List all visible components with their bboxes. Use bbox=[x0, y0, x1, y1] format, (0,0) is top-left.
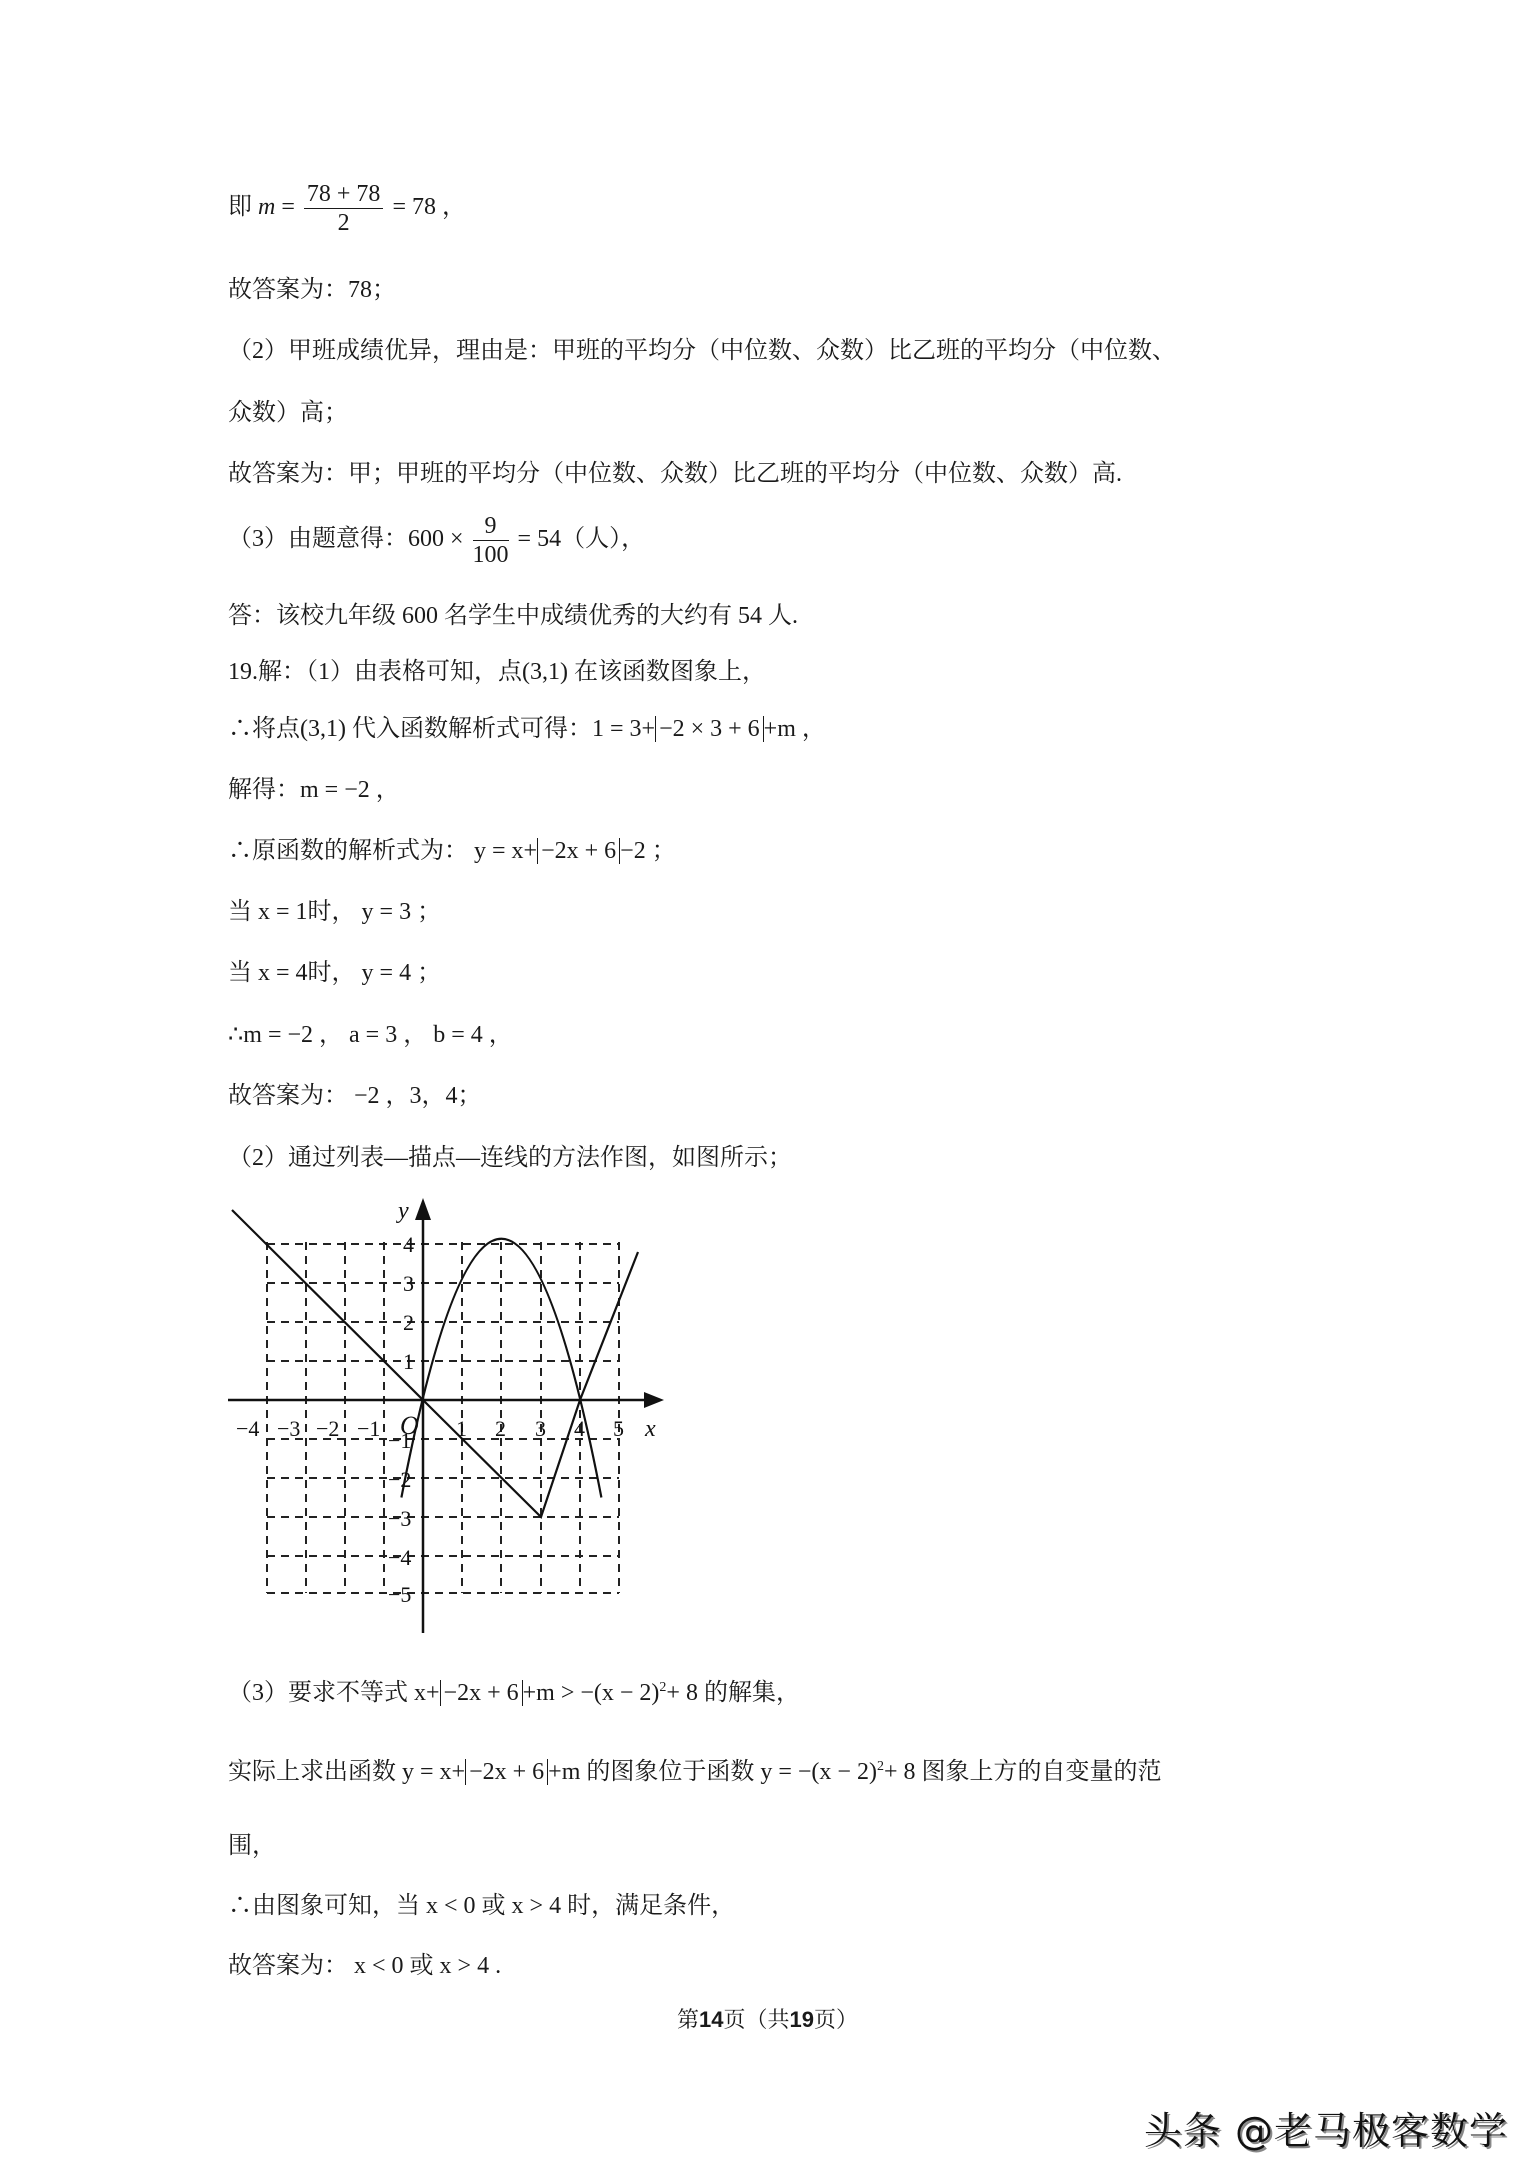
y-tick-3: 3 bbox=[403, 1271, 414, 1296]
result: = 78 ， bbox=[392, 194, 466, 221]
part3-answer: 答：该校九年级 600 名学生中成绩优秀的大约有 54 人. bbox=[228, 603, 798, 629]
y-tick-4: 4 bbox=[403, 1232, 414, 1257]
equals-sign: = bbox=[281, 194, 295, 221]
part1-answer: 故答案为： −2 ，3，4； bbox=[228, 1083, 482, 1109]
eq-suffix: +m ， bbox=[763, 716, 826, 742]
x-axis-label: x bbox=[645, 1416, 656, 1442]
y-tick-neg3: −3 bbox=[388, 1506, 412, 1531]
part3-inequality bbox=[228, 1673, 800, 1708]
eq-prefix: ∴将点(3,1) 代入函数解析式可得：1 = 3+ bbox=[228, 716, 656, 742]
part2-reason-line2: 众数）高； bbox=[228, 400, 348, 426]
part3-explanation-cont: 围， bbox=[228, 1833, 276, 1859]
x-tick-1: 1 bbox=[456, 1416, 467, 1441]
x-tick-neg1: −1 bbox=[357, 1416, 381, 1441]
value-x1: 当 x = 1时， y = 3 ； bbox=[228, 899, 442, 925]
x-tick-3: 3 bbox=[535, 1416, 546, 1441]
abs-expression: −2 × 3 + 6 bbox=[655, 716, 764, 742]
page-number: 14 bbox=[699, 2007, 724, 2032]
numerator: 78 + 78 bbox=[304, 180, 384, 209]
expl-prefix: 实际上求出函数 y = x+ bbox=[228, 1759, 466, 1785]
expl-suffix: + 8 图象上方的自变量的范 bbox=[883, 1759, 1162, 1785]
fn-suffix: −2 ； bbox=[620, 838, 676, 864]
ineq-mid: +m > −(x − 2) bbox=[522, 1680, 660, 1706]
x-tick-neg4: −4 bbox=[236, 1416, 260, 1441]
x-tick-4: 4 bbox=[574, 1416, 585, 1441]
footer-mid: 页（共 bbox=[723, 2007, 790, 2032]
footer-prefix: 第 bbox=[677, 2007, 700, 2032]
part2-answer: 故答案为：甲；甲班的平均分（中位数、众数）比乙班的平均分（中位数、众数）高. bbox=[228, 461, 1122, 487]
denominator: 2 bbox=[337, 210, 350, 236]
y-tick-neg1: −1 bbox=[388, 1428, 412, 1453]
substitute-equation bbox=[228, 714, 826, 744]
total-pages: 19 bbox=[789, 2007, 814, 2032]
y-tick-neg2: −2 bbox=[388, 1467, 412, 1492]
part2-reason-line1: （2）甲班成绩优异，理由是：甲班的平均分（中位数、众数）比乙班的平均分（中位数、 bbox=[228, 338, 1176, 364]
answer-line-78: 故答案为：78； bbox=[228, 277, 396, 303]
y-tick-2: 2 bbox=[403, 1310, 414, 1335]
y-axis-label: y bbox=[398, 1198, 409, 1224]
calc-prefix: （3）由题意得：600 × bbox=[228, 526, 464, 553]
var-m: m bbox=[258, 194, 276, 221]
values-summary: ∴m = −2 ， a = 3 ， b = 4 ， bbox=[228, 1022, 513, 1048]
function-expression bbox=[228, 836, 676, 866]
x-axis-arrow-icon bbox=[644, 1392, 664, 1408]
calc-suffix: = 54（人）， bbox=[517, 526, 646, 553]
piecewise-linear-curve bbox=[232, 1210, 638, 1517]
x-tick-neg3: −3 bbox=[277, 1416, 301, 1441]
equation-m-value bbox=[228, 180, 466, 237]
abs-expression: −2x + 6 bbox=[537, 838, 620, 864]
fn-prefix: ∴原函数的解析式为： y = x+ bbox=[228, 838, 538, 864]
x-tick-neg2: −2 bbox=[316, 1416, 340, 1441]
footer-suffix: 页） bbox=[814, 2007, 859, 2032]
x-tick-5: 5 bbox=[613, 1416, 624, 1441]
expl-mid: +m 的图象位于函数 y = −(x − 2) bbox=[548, 1759, 877, 1785]
abs-expression: −2x + 6 bbox=[465, 1759, 548, 1785]
value-x4: 当 x = 4时， y = 4 ； bbox=[228, 960, 442, 986]
abs-expression: −2x + 6 bbox=[440, 1680, 523, 1706]
watermark: 头条 @老马极客数学 bbox=[1143, 2109, 1508, 2153]
y-tick-1: 1 bbox=[403, 1349, 414, 1374]
origin-label: O bbox=[400, 1411, 419, 1440]
fraction-m bbox=[304, 180, 384, 237]
y-axis-arrow-icon bbox=[415, 1198, 431, 1220]
ineq-suffix: + 8 的解集， bbox=[666, 1680, 800, 1706]
y-tick-neg5: −5 bbox=[388, 1582, 412, 1607]
ineq-prefix: （3）要求不等式 x+ bbox=[228, 1680, 440, 1706]
fraction-9-100 bbox=[473, 512, 509, 569]
x-tick-2: 2 bbox=[495, 1416, 506, 1441]
y-tick-neg4: −4 bbox=[388, 1545, 412, 1570]
numerator: 9 bbox=[473, 512, 509, 541]
page-footer bbox=[0, 2003, 1536, 2034]
solve-m: 解得：m = −2 ， bbox=[228, 777, 400, 803]
denominator: 100 bbox=[472, 542, 509, 568]
exponent: 2 bbox=[876, 1759, 884, 1774]
part3-answer: 故答案为： x < 0 或 x > 4 . bbox=[228, 1953, 502, 1979]
text-ji: 即 bbox=[228, 194, 252, 221]
part3-calculation bbox=[228, 512, 645, 569]
exponent: 2 bbox=[659, 1680, 667, 1695]
part3-conclusion: ∴由图象可知，当 x < 0 或 x > 4 时，满足条件， bbox=[228, 1893, 736, 1919]
part3-explanation bbox=[228, 1752, 1162, 1787]
q19-intro: 19.解：（1）由表格可知，点(3,1) 在该函数图象上， bbox=[228, 659, 766, 685]
part2-plot-intro: （2）通过列表—描点—连线的方法作图，如图所示； bbox=[228, 1145, 792, 1171]
function-graph bbox=[220, 1190, 680, 1640]
